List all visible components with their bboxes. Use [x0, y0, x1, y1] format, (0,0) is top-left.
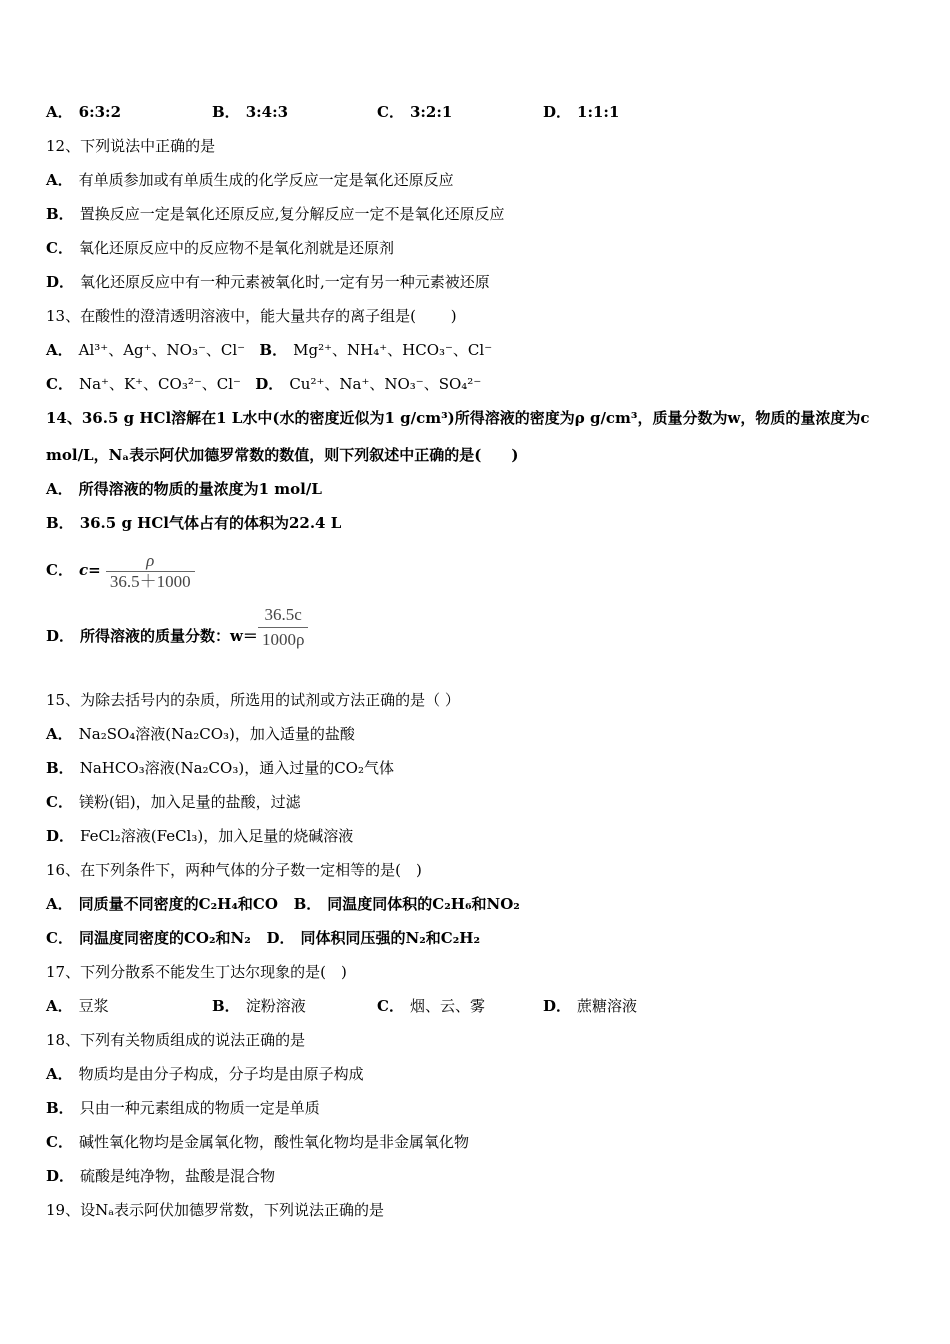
- q17-option-a: A． 豆浆: [46, 997, 109, 1015]
- q18-option-d: D． 硫酸是纯净物，盐酸是混合物: [46, 1167, 276, 1185]
- q13-options-cd: C． Na⁺、K⁺、CO₃²⁻、Cl⁻ D． Cu²⁺、Na⁺、NO₃⁻、SO₄²⁻: [46, 375, 482, 393]
- q16-options-ab: A． 同质量不同密度的C₂H₄和CO B． 同温度同体积的C₂H₆和NO₂: [46, 895, 520, 913]
- q15-option-a: A． Na₂SO₄溶液(Na₂CO₃)，加入适量的盐酸: [46, 725, 355, 743]
- q18-option-a: A． 物质均是由分子构成，分子均是由原子构成: [46, 1065, 364, 1083]
- q15-option-d: D． FeCl₂溶液(FeCl₃)，加入足量的烧碱溶液: [46, 827, 354, 845]
- q17-stem: 17、下列分散系不能发生丁达尔现象的是( ): [46, 963, 347, 981]
- q12-option-b: B． 置换反应一定是氧化还原反应,复分解反应一定不是氧化还原反应: [46, 205, 505, 223]
- q18-stem: 18、下列有关物质组成的说法正确的是: [46, 1031, 306, 1049]
- q14-option-a: A． 所得溶液的物质的量浓度为1 mol/L: [46, 480, 322, 498]
- q18-option-c: C． 碱性氧化物均是金属氧化物，酸性氧化物均是非金属氧化物: [46, 1133, 469, 1151]
- q14-stem-line2: mol/L，Nₐ表示阿伏加德罗常数的数值，则下列叙述中正确的是( ): [46, 446, 519, 464]
- q18-option-b: B． 只由一种元素组成的物质一定是单质: [46, 1099, 320, 1117]
- q11-option-c: C． 3:2:1: [377, 103, 453, 121]
- q16-stem: 16、在下列条件下，两种气体的分子数一定相等的是( ): [46, 861, 422, 879]
- q12-option-c: C． 氧化还原反应中的反应物不是氧化剂就是还原剂: [46, 239, 394, 257]
- q14-option-b: B． 36.5 g HCl气体占有的体积为22.4 L: [46, 514, 342, 532]
- q13-stem: 13、在酸性的澄清透明溶液中，能大量共存的离子组是( ): [46, 307, 457, 325]
- q19-stem: 19、设Nₐ表示阿伏加德罗常数，下列说法正确的是: [46, 1201, 385, 1219]
- q11-option-b: B． 3:4:3: [212, 103, 289, 121]
- q17-option-c: C． 烟、云、雾: [377, 997, 485, 1015]
- q13-options-ab: A． Al³⁺、Ag⁺、NO₃⁻、Cl⁻ B． Mg²⁺、NH₄⁺、HCO₃⁻、Cl⁻: [46, 341, 493, 359]
- q12-option-a: A． 有单质参加或有单质生成的化学反应一定是氧化还原反应: [46, 171, 454, 189]
- q14-option-c: C． c= $\frac{\rho}{36.5+1000}$: [46, 548, 195, 592]
- q14-option-d: D． 所得溶液的质量分数：w＝ $\frac{36.5c}{1000\rho}$: [46, 604, 308, 668]
- q16-options-cd: C． 同温度同密度的CO₂和N₂ D． 同体积同压强的N₂和C₂H₂: [46, 929, 481, 947]
- q15-stem: 15、为除去括号内的杂质，所选用的试剂或方法正确的是（ ）: [46, 691, 460, 709]
- q12-option-d: D． 氧化还原反应中有一种元素被氧化时,一定有另一种元素被还原: [46, 273, 490, 291]
- q15-option-b: B． NaHCO₃溶液(Na₂CO₃)，通入过量的CO₂气体: [46, 759, 394, 777]
- q11-option-a: A． 6:3:2: [46, 103, 122, 121]
- q14-stem-line1: 14、36.5 g HCl溶解在1 L水中(水的密度近似为1 g/cm³)所得溶液的密度为ρ g/cm³，质量分数为w，物质的量浓度为c: [46, 409, 870, 427]
- q15-option-c: C． 镁粉(铝)，加入足量的盐酸，过滤: [46, 793, 301, 811]
- q17-option-b: B． 淀粉溶液: [212, 997, 306, 1015]
- q17-option-d: D． 蔗糖溶液: [543, 997, 638, 1015]
- q12-stem: 12、下列说法中正确的是: [46, 137, 216, 155]
- formula-fraction: $\frac{\rho}{36.5+1000}$: [106, 551, 195, 592]
- q11-option-d: D． 1:1:1: [543, 103, 620, 121]
- formula-fraction: $\frac{36.5c}{1000\rho}$: [258, 603, 308, 652]
